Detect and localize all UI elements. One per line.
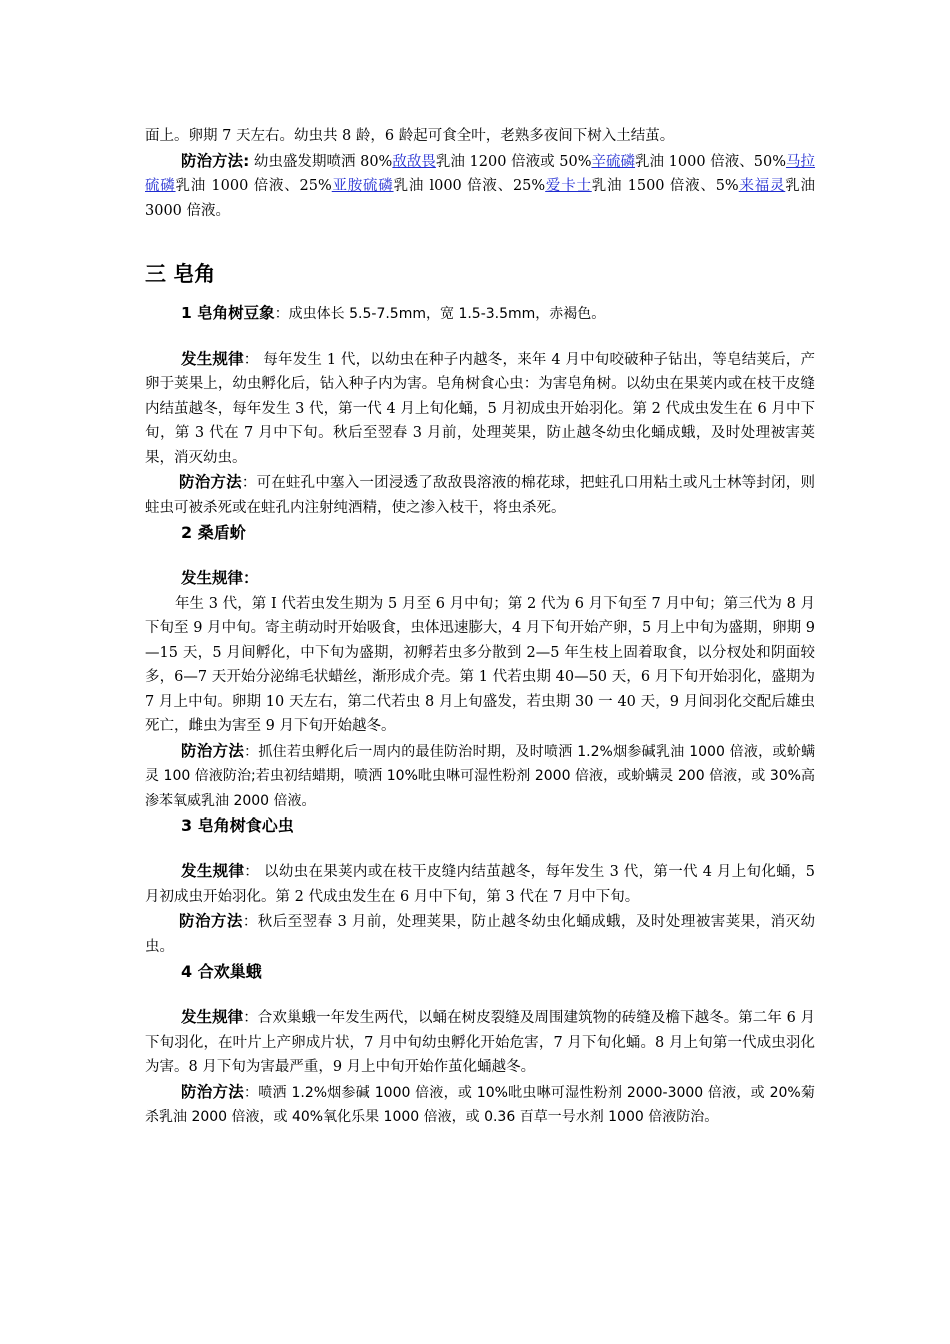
s4-title: 4 合欢巢蛾 bbox=[181, 962, 262, 981]
law-label: 发生规律 bbox=[181, 349, 244, 368]
control-label: 防治方法 bbox=[181, 741, 245, 760]
link-malathion[interactable]: 马拉硫磷 bbox=[145, 153, 816, 194]
text-run: 乳油 3000 倍液。 bbox=[145, 178, 816, 219]
control-label: 防治方法 bbox=[181, 1082, 245, 1101]
link-phosmet[interactable]: 亚胺硫磷 bbox=[331, 178, 394, 194]
link-fenvalerate[interactable]: 来福灵 bbox=[738, 178, 786, 194]
s1-desc: ：成虫体长 5.5-7.5mm，宽 1.5-3.5mm，赤褐色。 bbox=[274, 306, 606, 322]
s1-title: 1 皂角树豆象 bbox=[181, 304, 275, 322]
link-ekalux[interactable]: 爱卡士 bbox=[545, 178, 592, 194]
s2-control-paragraph bbox=[145, 739, 815, 814]
spacer bbox=[145, 985, 815, 1005]
control-label: 防治方法 bbox=[179, 473, 242, 491]
control-colon: : bbox=[243, 151, 250, 170]
spacer bbox=[145, 546, 815, 566]
spacer bbox=[145, 327, 815, 347]
s1-law-paragraph bbox=[145, 347, 815, 471]
spacer bbox=[145, 839, 815, 859]
s4-control-text: ：喷洒 1.2%烟参碱 1000 倍液，或 10%吡虫啉可湿性粉剂 2000-3000 倍液，或 20%菊杀乳油 2000 倍液，或 40%氧化乐果 1000 倍液，或 0.36 百草一号水剂 1000 倍液防治。 bbox=[145, 1084, 815, 1125]
text-run: 乳油 l000 倍液、25% bbox=[393, 178, 546, 194]
s1-control-paragraph bbox=[145, 470, 815, 520]
page-content bbox=[145, 124, 815, 1130]
control-label: 防治方法 bbox=[181, 151, 244, 170]
text-run: 乳油 1000 倍液、25% bbox=[175, 178, 332, 194]
s2-law-paragraph: 年生 3 代，第 I 代若虫发生期为 5 月至 6 月中旬；第 2 代为 6 月下旬至 7 月中旬；第三代为 8 月下旬至 9 月中旬。寄主萌动时开始吸食，虫体迅速膨大，4 月下旬开始产卵，5 月上中旬为盛期，卵期 9—15 天，5 月间孵化，中下旬为盛期，初孵若虫多分散到 2—5 年生枝上固着取食，以分杈处和阴面较多，6—7 天开始分泌绵毛状蜡丝，渐形成介壳。第 1 代若虫期 40—50 天，6 月下旬开始羽化，盛期为 7 月上中旬。卵期 10 天左右，第二代若虫 8 月上旬盛发，若虫期 30 一 40 天，9 月间羽化交配后雄虫死亡，雌虫为害至 9 月下旬开始越冬。 bbox=[145, 595, 815, 734]
s4-control-paragraph bbox=[145, 1080, 815, 1130]
text-run: 乳油 1000 倍液、50% bbox=[635, 153, 786, 170]
section-title: 三 皂角 bbox=[145, 262, 216, 286]
s1-law-text: ： 每年发生 1 代，以幼虫在种子内越冬，来年 4 月中旬咬破种子钻出，等皂结荚后，产卵于荚果上，幼虫孵化后，钻入种子内为害。皂角树食心虫：为害皂角树。以幼虫在果荚内或在枝干皮缝内结茧越冬，每年发生 3 代，第一代 4 月上旬化蛹，5 月初成虫开始羽化。第 2 代成虫发生在 6 月中下旬，第 3 代在 7 月中下旬。秋后至翌春 3 月前，处理荚果，防止越冬幼虫化蛹成蛾，及时处理被害荚果，消灭幼虫。 bbox=[145, 351, 815, 466]
text-run: 乳油 1200 倍液或 50% bbox=[435, 153, 592, 170]
link-phoxim[interactable]: 辛硫磷 bbox=[591, 153, 636, 170]
s2-control-text: ：抓住若虫孵化后一周内的最佳防治时期，及时喷洒 1.2%烟参碱乳油 1000 倍液，或蚧螨灵 100 倍液防治;若虫初结蜡期，喷洒 10%吡虫啉可湿性粉剂 2000 倍液，或蚧螨灵 200 倍液，或 30%高渗苯氧威乳油 2000 倍液。 bbox=[145, 743, 815, 809]
s1-title-line bbox=[145, 301, 815, 327]
s3-law-paragraph bbox=[145, 859, 815, 909]
intro-control-paragraph bbox=[145, 149, 815, 224]
s3-title: 3 皂角树食心虫 bbox=[181, 816, 294, 835]
intro-line: 面上。卵期 7 天左右。幼虫共 8 龄，6 龄起可食全叶，老熟多夜间下树入土结茧。 bbox=[145, 128, 675, 144]
s4-law-text: ：合欢巢蛾一年发生两代，以蛹在树皮裂缝及周围建筑物的砖缝及檐下越冬。第二年 6 月下旬羽化，在叶片上产卵成片状，7 月中旬幼虫孵化开始危害，7 月下旬化蛹。8 月上旬第一代成虫羽化为害。8 月下旬为害最严重，9 月上中旬开始作茧化蛹越冬。 bbox=[145, 1010, 815, 1075]
s2-title: 2 桑盾蚧 bbox=[181, 523, 246, 542]
s2-law-label-line bbox=[145, 566, 815, 592]
s3-control-paragraph bbox=[145, 909, 815, 959]
text-run: 乳油 1500 倍液、5% bbox=[591, 178, 739, 194]
s4-law-paragraph bbox=[145, 1005, 815, 1080]
s1-control-text: ：可在蛀孔中塞入一团浸透了敌敌畏溶液的棉花球，把蛀孔口用粘土或凡士林等封闭，则蛀虫可被杀死或在蛀孔内注射纯酒精，使之渗入枝干，将虫杀死。 bbox=[145, 475, 815, 516]
text-run: 幼虫盛发期喷洒 80% bbox=[249, 153, 393, 170]
s3-law-text: ： 以幼虫在果荚内或在枝干皮缝内结茧越冬，每年发生 3 代，第一代 4 月上旬化蛹，5 月初成虫开始羽化。第 2 代成虫发生在 6 月中下旬，第 3 代在 7 月中下旬。 bbox=[145, 864, 815, 905]
law-label: 发生规律： bbox=[181, 569, 259, 587]
s3-control-text: ：秋后至翌春 3 月前，处理荚果，防止越冬幼虫化蛹成蛾，及时处理被害荚果，消灭幼虫。 bbox=[145, 914, 815, 955]
link-dichlorvos[interactable]: 敌敌畏 bbox=[392, 153, 436, 170]
control-label: 防治方法 bbox=[179, 912, 243, 930]
law-label: 发生规律 bbox=[181, 862, 245, 880]
law-label: 发生规律 bbox=[181, 1008, 244, 1026]
